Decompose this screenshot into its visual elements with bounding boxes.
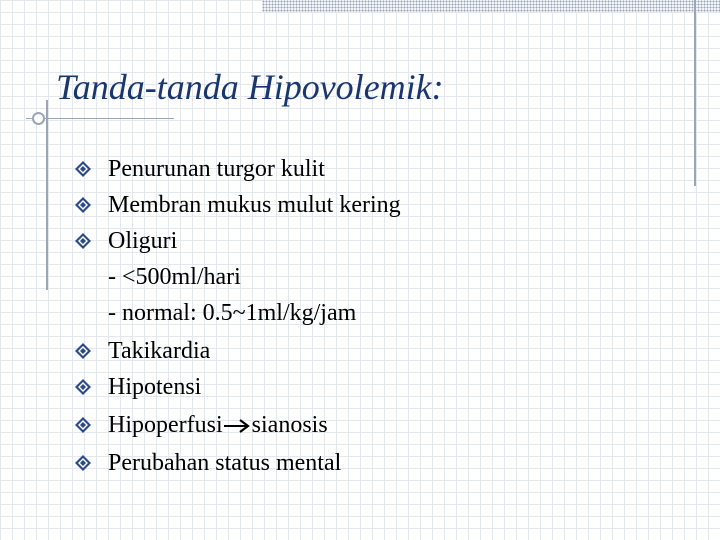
diamond-bullet-icon [74, 378, 92, 396]
list-item-text-after: sianosis [251, 412, 328, 438]
list-item-text: Hipotensi [108, 374, 202, 400]
list-subitem-text: - normal: 0.5~1ml/kg/jam [108, 300, 357, 326]
slide-title: Tanda-tanda Hipovolemik: [56, 67, 444, 107]
arrow-right-icon [223, 418, 251, 434]
list-item-text: Membran mukus mulut kering [108, 192, 401, 218]
diamond-bullet-icon [74, 196, 92, 214]
list-subitem [0, 262, 720, 298]
list-item [0, 226, 720, 262]
list-item-text-before: Hipoperfusi [108, 412, 223, 438]
list-item [0, 154, 720, 190]
diamond-bullet-icon [74, 454, 92, 472]
list-item-text: Takikardia [108, 338, 211, 364]
diamond-bullet-icon [74, 342, 92, 360]
diamond-bullet-icon [74, 416, 92, 434]
list-subitem-text: - <500ml/hari [108, 264, 241, 290]
list-item-text [108, 410, 328, 440]
diamond-bullet-icon [74, 160, 92, 178]
list-item-text: Oliguri [108, 228, 178, 254]
list-item-text: Penurunan turgor kulit [108, 156, 325, 182]
list-item [0, 372, 720, 408]
diamond-bullet-icon [74, 232, 92, 250]
list-item-text: Perubahan status mental [108, 450, 342, 476]
list-item [0, 190, 720, 226]
list-subitem [0, 298, 720, 334]
list-item [0, 336, 720, 372]
list-item [0, 448, 720, 484]
list-item [0, 410, 720, 446]
